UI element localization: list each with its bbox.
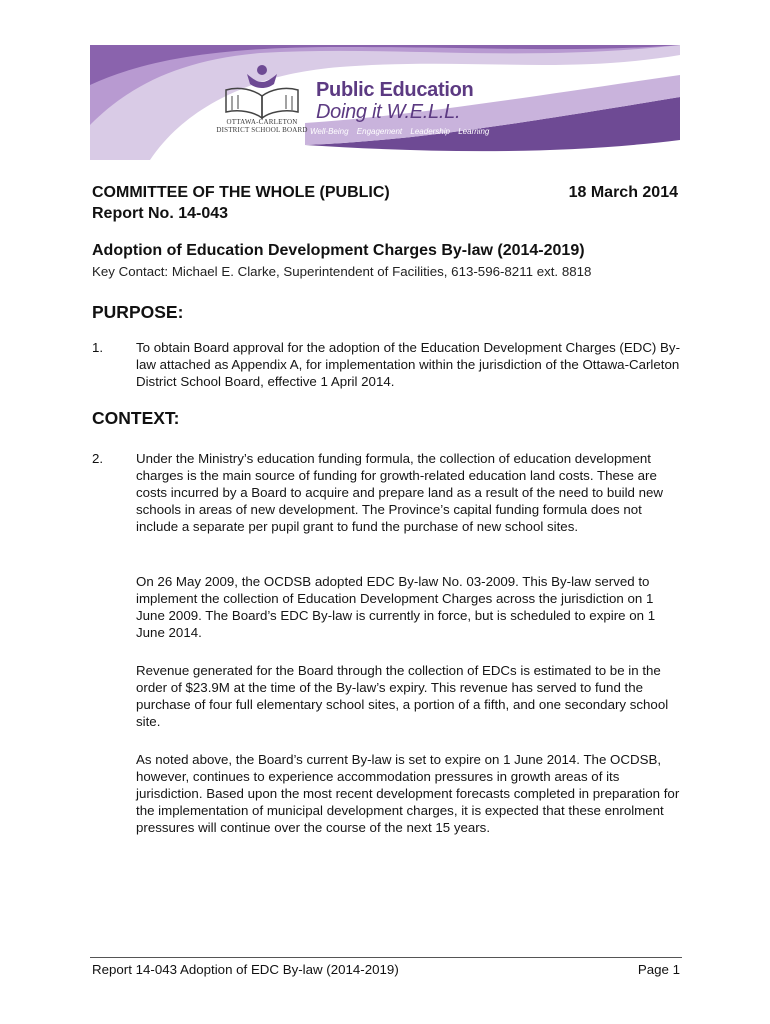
book-figure-icon xyxy=(212,62,312,120)
document-title: Adoption of Education Development Charges By-law (2014-2019) xyxy=(92,242,585,259)
purpose-heading: PURPOSE: xyxy=(92,302,184,322)
footer-divider xyxy=(90,957,682,958)
value-item: Engagement xyxy=(356,127,403,136)
tagline-subtitle: Doing it W.E.L.L. xyxy=(316,101,461,123)
committee-heading: COMMITTEE OF THE WHOLE (PUBLIC) xyxy=(92,184,390,201)
footer-report-title: Report 14-043 Adoption of EDC By-law (2014-2019) xyxy=(92,962,399,977)
report-date: 18 March 2014 xyxy=(568,184,678,201)
page-number: Page 1 xyxy=(637,962,680,977)
tagline-title: Public Education xyxy=(316,79,474,101)
context-paragraph: On 26 May 2009, the OCDSB adopted EDC By-law No. 03-2009. This By-law served to implement the collection of Education Development Charges across the jurisdiction on 1 June 2009. The Board’s EDC By-law is currently in force, but is scheduled to expire on 1 June 2014. xyxy=(136,574,656,640)
purpose-paragraph: To obtain Board approval for the adoption of the Education Development Charges (EDC) By-law attached as Appendix A, for implementation within the jurisdiction of the Ottawa-Carleton District School Board, effective 1 April 2014. xyxy=(136,340,681,389)
values-list xyxy=(310,127,495,136)
value-item: Well-Being xyxy=(310,127,349,136)
paragraph-number: 2. xyxy=(92,451,104,466)
paragraph-number: 1. xyxy=(92,340,104,355)
report-number: Report No. 14-043 xyxy=(92,205,229,222)
org-name xyxy=(212,118,312,134)
value-item: Learning xyxy=(458,127,490,136)
context-heading: CONTEXT: xyxy=(92,408,180,428)
key-contact: Key Contact: Michael E. Clarke, Superintendent of Facilities, 613-596-8211 ext. 8818 xyxy=(92,264,592,279)
org-name-line2: DISTRICT SCHOOL BOARD xyxy=(216,126,308,134)
value-item: Leadership xyxy=(410,127,450,136)
context-paragraph: Under the Ministry’s education funding formula, the collection of education development charges is the main source of funding for growth-related education land costs. These are costs incurred by a Board to acquire and prepare land as a result of the need to build new schools in areas of new development. The Province’s capital funding formula does not include a separate per pupil grant to fund the purchase of new school sites. xyxy=(136,451,664,534)
context-paragraph: Revenue generated for the Board through the collection of EDCs is estimated to be in the order of $23.9M at the time of the By-law’s expiry. This revenue has served to fund the purchase of four full elementary school sites, a portion of a fifth, and one secondary school site. xyxy=(136,663,669,729)
context-paragraph: As noted above, the Board’s current By-law is set to expire on 1 June 2014. The OCDSB, however, continues to experience accommodation pressures in growth areas of its jurisdiction. Based upon the most recent development forecasts completed in preparation for the implementation of municipal development charges, it is expected that these enrolment pressures will continue over the course of the next 15 years. xyxy=(136,752,680,835)
org-name-line1: OTTAWA-CARLETON xyxy=(226,118,298,126)
